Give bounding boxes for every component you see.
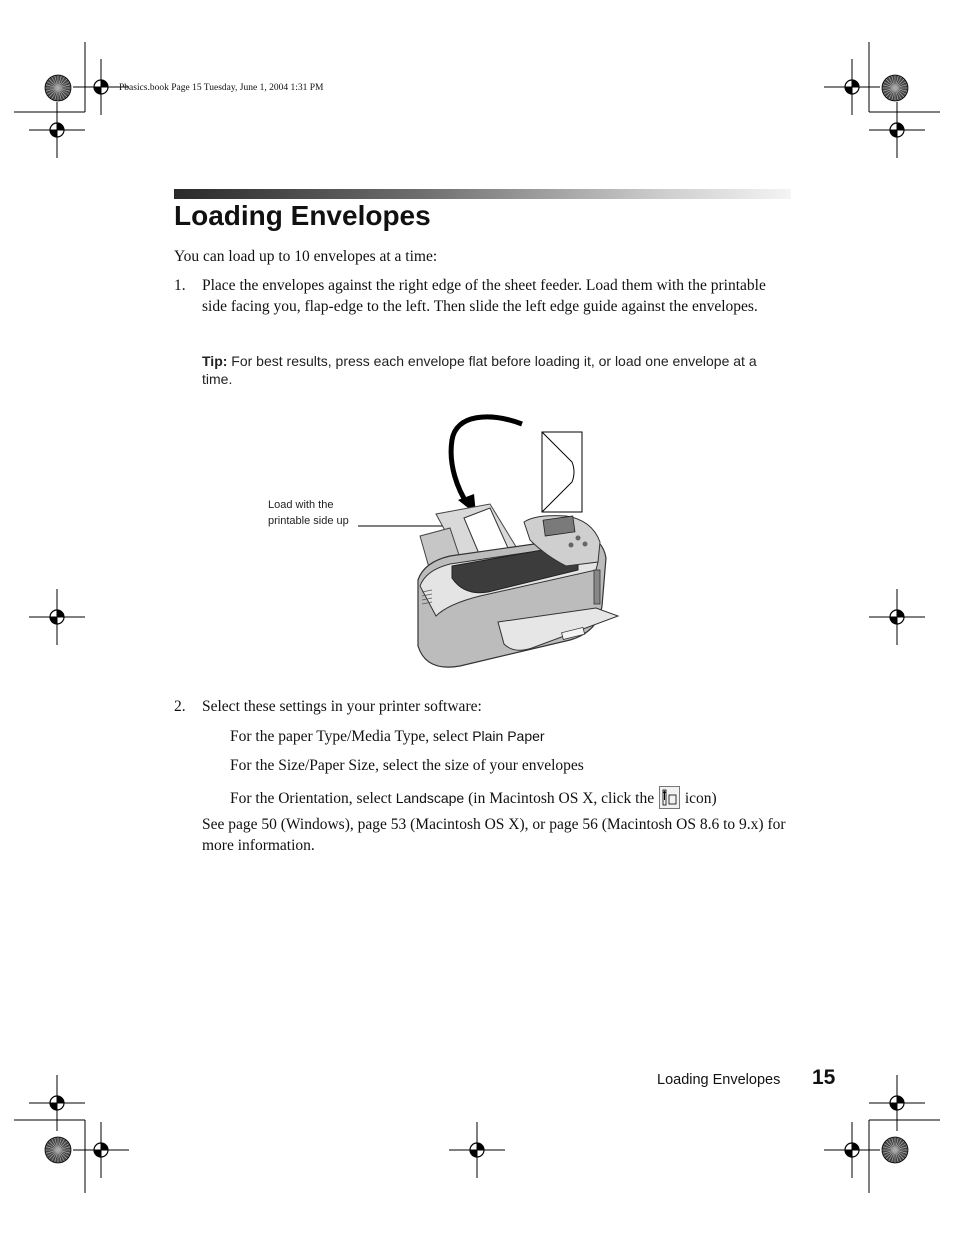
orientation-value: Landscape	[395, 790, 465, 806]
envelope-icon	[542, 432, 582, 512]
footer-section-label: Loading Envelopes	[657, 1072, 781, 1088]
tip-label: Tip:	[202, 353, 228, 369]
page-title: Loading Envelopes	[174, 200, 431, 231]
intro-text: You can load up to 10 envelopes at a time:	[174, 248, 438, 265]
step-2-number: 2.	[174, 698, 186, 715]
media-type-value: Plain Paper	[472, 728, 545, 744]
header-gradient-rule	[174, 189, 791, 199]
tip-note	[202, 352, 762, 388]
landscape-orientation-icon	[659, 786, 680, 809]
setting-paper-size: For the Size/Paper Size, select the size of your envelopes	[230, 757, 584, 774]
step-1-number: 1.	[174, 277, 186, 294]
printer-illustration	[340, 410, 630, 675]
book-slug: Pbasics.book Page 15 Tuesday, June 1, 2004 1:31 PM	[119, 83, 324, 93]
setting-media-type: For the paper Type/Media Type, select Plain Paper	[230, 728, 545, 745]
step-1-text: Place the envelopes against the right edge of the sheet feeder. Load them with the printable side facing you, flap-edge to the left. Then slide the left edge guide against the envelopes.	[202, 277, 766, 315]
tip-text: For best results, press each envelope flat before loading it, or load one envelope at a time.	[202, 353, 757, 387]
step-2-text: Select these settings in your printer software:	[202, 698, 482, 715]
see-also-text: See page 50 (Windows), page 53 (Macintosh OS X), or page 56 (Macintosh OS 8.6 to 9.x) for more information.	[202, 816, 786, 854]
setting-orientation: For the Orientation, select Landscape (in Macintosh OS X, click the icon)	[230, 786, 717, 810]
figure-callout: Load with the printable side up	[268, 499, 349, 527]
curved-arrow-icon	[451, 417, 522, 505]
page-number: 15	[812, 1066, 836, 1089]
